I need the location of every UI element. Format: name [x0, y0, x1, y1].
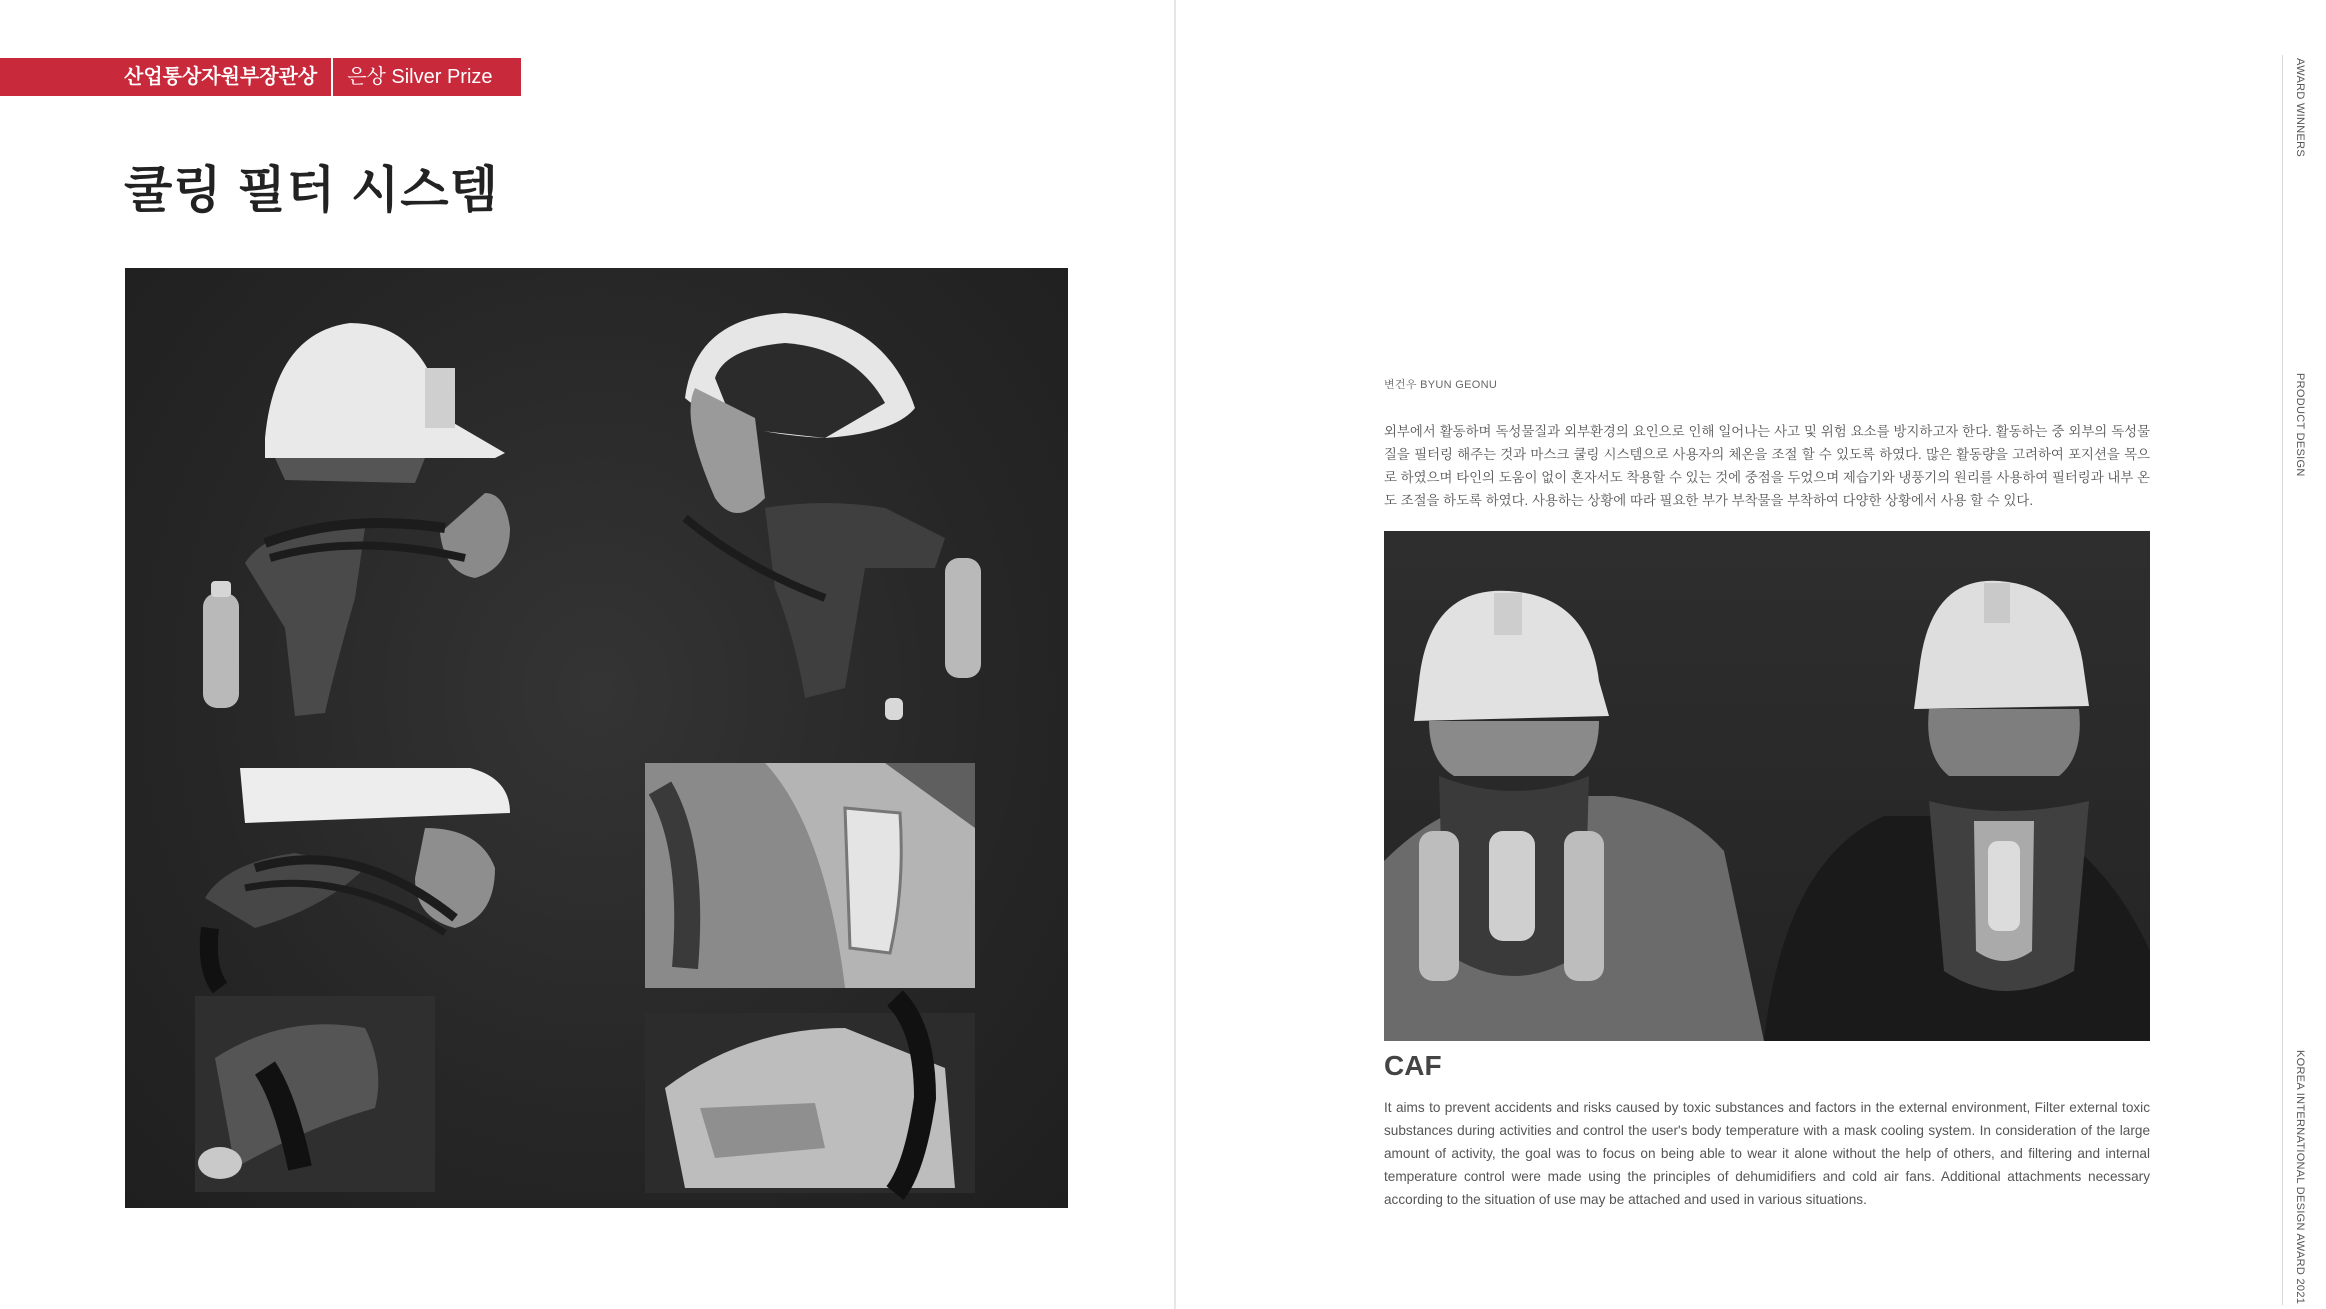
product-name: CAF	[1384, 1050, 1442, 1081]
award-banner	[0, 58, 521, 96]
render-view-side	[203, 323, 510, 716]
left-wearer	[1384, 591, 1764, 1041]
designer-credit: 변건우 BYUN GEONU	[1384, 379, 1498, 391]
render-view-vent-closeup	[645, 998, 975, 1193]
render-view-module-closeup	[645, 763, 975, 988]
description-english: It aims to prevent accidents and risks caused by toxic substances and factors in the external environment, Filter external toxic substances during activities and control the user's body temperature with a mask cooling system. In consideration of the large amount of activity, the goal was to focus on being able to wear it alone without the help of others, and filtering and internal temperature control were made using the principles of dehumidifiers and cold air fans. Additional attachments necessary according to the situation of use may be attached and used in various situations.	[1384, 1100, 2150, 1207]
side-label-event: KOREA INTERNATIONAL DESIGN AWARD 2021	[2294, 1050, 2306, 1305]
wearer-back-photo	[1384, 531, 2150, 1041]
description-korean: 외부에서 활동하며 독성물질과 외부환경의 요인으로 인해 일어나는 사고 및 위험 요소를 방지하고자 한다. 활동하는 중 외부의 독성물질을 필터링 해주는 것과 마스크 쿨링 시스템으로 사용자의 체온을 조절 할 수 있도록 하였다. 많은 활동량을 고려하여 포지션을 목으로 하였으며 타인의 도움이 없이 혼자서도 착용할 수 있는 것에 중점을 두었으며 제습기와 냉풍기의 원리를 사용하여 필터링과 내부 온도 조절을 하도록 하였다. 사용하는 상황에 따라 필요한 부가 부착물을 부착하여 다양한 상황에서 사용 할 수 있다.	[1384, 424, 2150, 508]
side-label-section: AWARD WINNERS	[2294, 58, 2306, 158]
render-view-hose-closeup	[195, 996, 435, 1192]
award-category: 산업통상자원부장관상	[0, 58, 331, 96]
product-render-illustration	[125, 268, 1068, 1208]
render-view-mask	[205, 768, 510, 988]
award-prize: 은상 Silver Prize	[333, 58, 520, 96]
project-title: 쿨링 필터 시스템	[124, 162, 499, 218]
product-render-image	[125, 268, 1068, 1208]
wearer-back-illustration	[1384, 531, 2150, 1041]
side-label-category: PRODUCT DESIGN	[2294, 373, 2306, 477]
right-wearer	[1764, 581, 2150, 1041]
side-rule	[2282, 55, 2283, 1305]
render-view-rear	[685, 313, 981, 720]
